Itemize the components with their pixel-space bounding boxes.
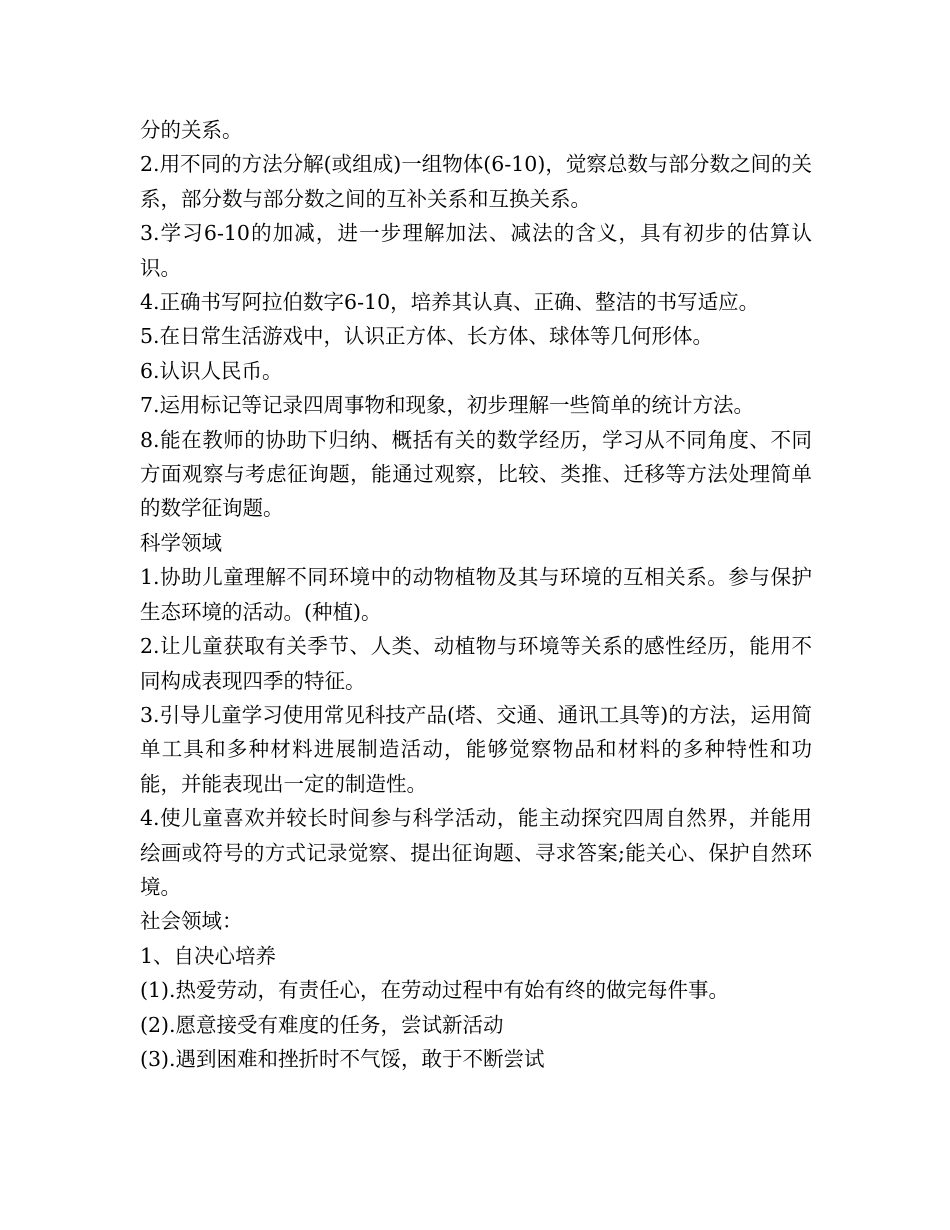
- science-item-4: 4.使儿童喜欢并较长时间参与科学活动，能主动探究四周自然界，并能用绘画或符号的方式记录觉察、提出征询题、寻求答案;能关心、保护自然环境。: [140, 806, 812, 899]
- math-item-4: 4.正确书写阿拉伯数字6-10，培养其认真、正确、整洁的书写适应。: [140, 290, 760, 315]
- paragraph-continuation: 分的关系。: [140, 118, 243, 142]
- social-item-2: (2).愿意接受有难度的任务，尝试新活动: [140, 1012, 504, 1037]
- document-body: [140, 113, 812, 1076]
- math-item-7: 7.运用标记等记录四周事物和现象，初步理解一些简单的统计方法。: [140, 393, 755, 418]
- science-item-1: 1.协助儿童理解不同环境中的动物植物及其与环境的互相关系。参与保护生态环境的活动。(种植)。: [140, 565, 812, 624]
- social-item-1: (1).热爱劳动，有责任心，在劳动过程中有始有终的做完每件事。: [140, 978, 730, 1003]
- science-item-2: 2.让儿童获取有关季节、人类、动植物与环境等关系的感性经历，能用不同构成表现四季的特征。: [140, 634, 812, 693]
- social-item-3: (3).遇到困难和挫折时不气馁，敢于不断尝试: [140, 1046, 545, 1071]
- math-item-2: 2.用不同的方法分解(或组成)一组物体(6-10)，觉察总数与部分数之间的关系，部分数与部分数之间的互补关系和互换关系。: [140, 152, 812, 211]
- section-heading-social: 社会领域：: [140, 909, 243, 934]
- social-subheading-1: 1、自决心培养: [140, 943, 277, 968]
- math-item-6: 6.认识人民币。: [140, 358, 283, 383]
- math-item-5: 5.在日常生活游戏中，认识正方体、长方体、球体等几何形体。: [140, 324, 714, 349]
- math-item-8: 8.能在教师的协助下归纳、概括有关的数学经历，学习从不同角度、不同方面观察与考虑征询题，能通过观察，比较、类推、迁移等方法处理简单的数学征询题。: [140, 427, 812, 521]
- science-item-3: 3.引导儿童学习使用常见科技产品(塔、交通、通讯工具等)的方法，运用简单工具和多种材料进展制造活动，能够觉察物品和材料的多种特性和功能，并能表现出一定的制造性。: [140, 702, 812, 796]
- section-heading-science: 科学领域: [140, 530, 222, 555]
- math-item-3: 3.学习6-10的加减，进一步理解加法、减法的含义，具有初步的估算认识。: [140, 221, 812, 280]
